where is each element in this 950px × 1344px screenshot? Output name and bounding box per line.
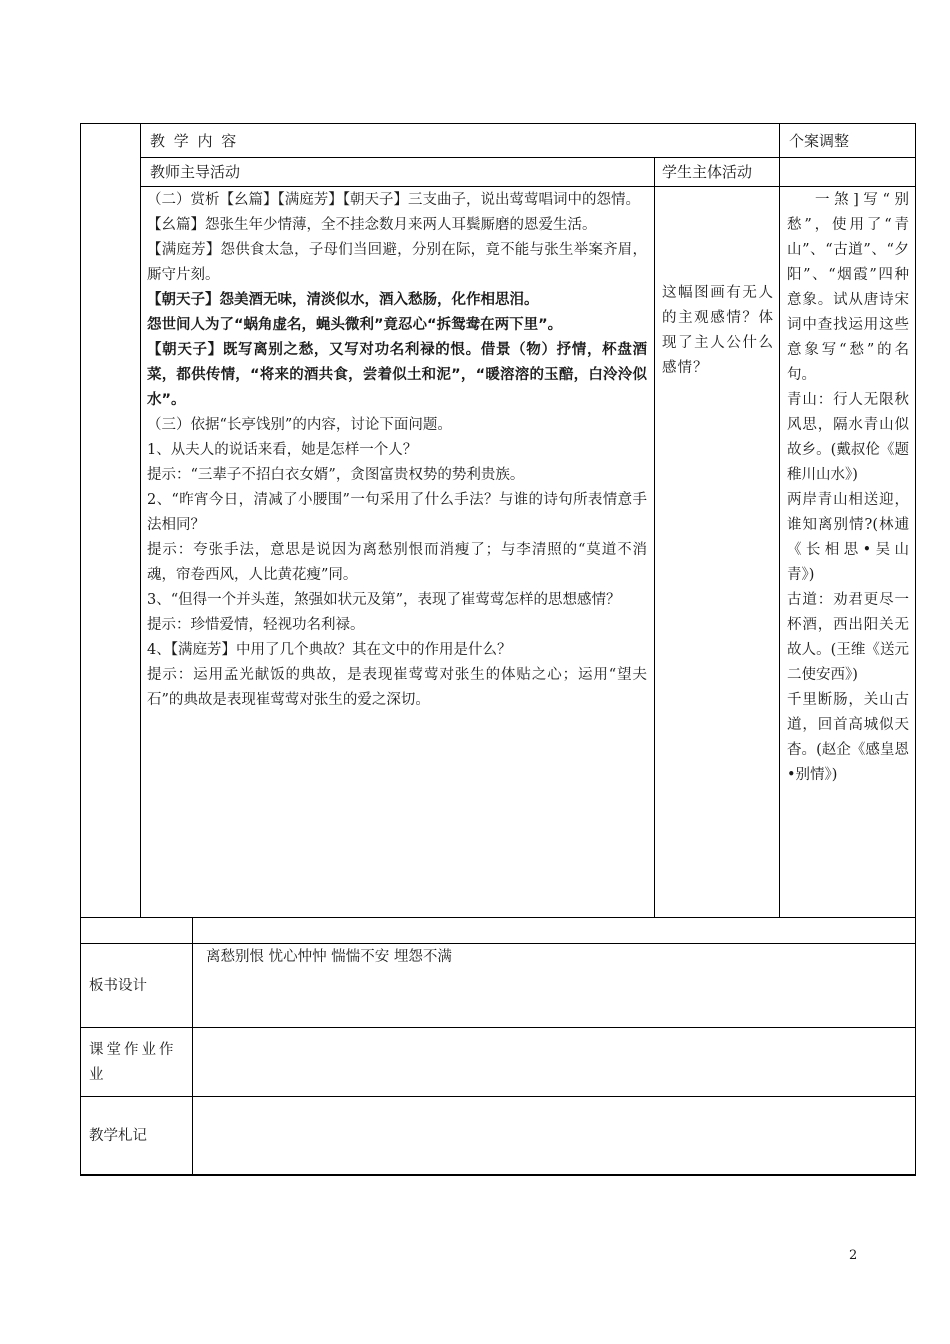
paragraph: 一煞]写“别愁”，使用了“青山”、“古道”、“夕阳”、“烟霞”四种意象。试从唐诗宋词中查找运用这些意象写“愁”的名句。 — [787, 192, 909, 383]
row-divider — [80, 943, 916, 944]
case-adjust-header: 个案调整 — [789, 132, 850, 150]
board-design-content: 离愁别恨 忧心忡忡 惴惴不安 埋怨不满 — [206, 949, 452, 965]
paragraph: 2、“昨宵今日，清减了小腰围”一句采用了什么手法？与谁的诗句所表情意手法相同？ — [147, 492, 647, 533]
row-divider — [140, 157, 916, 158]
paragraph: 提示：运用孟光献饭的典故，是表现崔莺莺对张生的体贴之心；运用“望夫石”的典故是表现崔莺莺对张生的爱之深切。 — [147, 667, 647, 708]
homework-label: 课堂作业作业 — [89, 1042, 177, 1083]
paragraph: 提示：珍惜爱情，轻视功名利禄。 — [147, 617, 365, 633]
paragraph: 3、“但得一个并头莲，煞强如状元及第”，表现了崔莺莺怎样的思想感情？ — [147, 592, 621, 608]
row-divider — [80, 1096, 916, 1097]
table-border-left — [80, 123, 81, 1175]
student-activity-header: 学生主体活动 — [662, 163, 753, 181]
row-divider — [80, 1027, 916, 1028]
board-design-label: 板书设计 — [89, 978, 147, 994]
col-divider — [140, 123, 141, 918]
paragraph: 怨世间人为了“蜗角虚名，蝇头微利”竟忍心“拆鸳鸯在两下里”。 — [147, 317, 563, 333]
table-border-bottom — [80, 1174, 916, 1176]
paragraph: 【幺篇】怨张生年少情薄，全不挂念数月来两人耳鬓厮磨的恩爱生活。 — [147, 217, 597, 233]
paragraph: 【满庭芳】怨供食太急，子母们当回避，分别在际，竟不能与张生举案齐眉，厮守片刻。 — [147, 242, 647, 283]
row-divider — [140, 186, 916, 187]
col-divider — [779, 123, 780, 918]
paragraph: 两岸青山相送迎，谁知离别情?(林逋《长相思•吴山青》) — [787, 492, 909, 583]
table-border-top — [80, 123, 916, 124]
table-border-right — [915, 123, 916, 1175]
row-divider — [80, 917, 916, 918]
paragraph: （三）依据“长亭饯别”的内容，讨论下面问题。 — [147, 417, 452, 433]
paragraph: 提示：“三辈子不招白衣女婿”，贪图富贵权势的势利贵族。 — [147, 467, 525, 483]
paragraph: 【朝天子】怨美酒无味，清淡似水，酒入愁肠，化作相思泪。 — [147, 292, 539, 308]
paragraph: 古道：劝君更尽一杯酒，西出阳关无故人。(王维《送元二使安西》) — [787, 592, 909, 683]
case-adjust-content — [787, 188, 909, 788]
paragraph: 青山：行人无限秋风思，隔水青山似故乡。(戴叔伦《题稚川山水》) — [787, 392, 909, 483]
page-number: 2 — [849, 1248, 858, 1263]
student-activity-content: 这幅图画有无人的主观感情？体现了主人公什么感情？ — [662, 285, 774, 376]
col-divider — [192, 917, 193, 1175]
paragraph: 千里断肠，关山古道，回首高城似天杳。(赵企《感皇恩•别情》) — [787, 692, 909, 783]
paragraph: 4、【满庭芳】中用了几个典故？其在文中的作用是什么？ — [147, 642, 512, 658]
teacher-activity-header: 教师主导活动 — [150, 163, 241, 181]
teaching-notes-label: 教学札记 — [89, 1128, 147, 1144]
paragraph: 提示：夸张手法，意思是说因为离愁别恨而消瘦了；与李清照的“莫道不消魂，帘卷西风，人比黄花瘦”同。 — [147, 542, 647, 583]
paragraph: （二）赏析【幺篇】【满庭芳】【朝天子】三支曲子，说出莺莺唱词中的怨情。 — [147, 192, 640, 208]
paragraph: 【朝天子】既写离别之愁，又写对功名利禄的恨。借景（物）抒情，杯盘酒菜，都供传情，“将来的酒共食，尝着似土和泥”，“暖溶溶的玉醅，白泠泠似水”。 — [147, 342, 647, 408]
teacher-activity-content — [147, 188, 647, 713]
teaching-content-header: 教 学 内 容 — [150, 132, 239, 150]
col-divider — [654, 157, 655, 918]
paragraph: 1、从夫人的说话来看，她是怎样一个人？ — [147, 442, 418, 458]
